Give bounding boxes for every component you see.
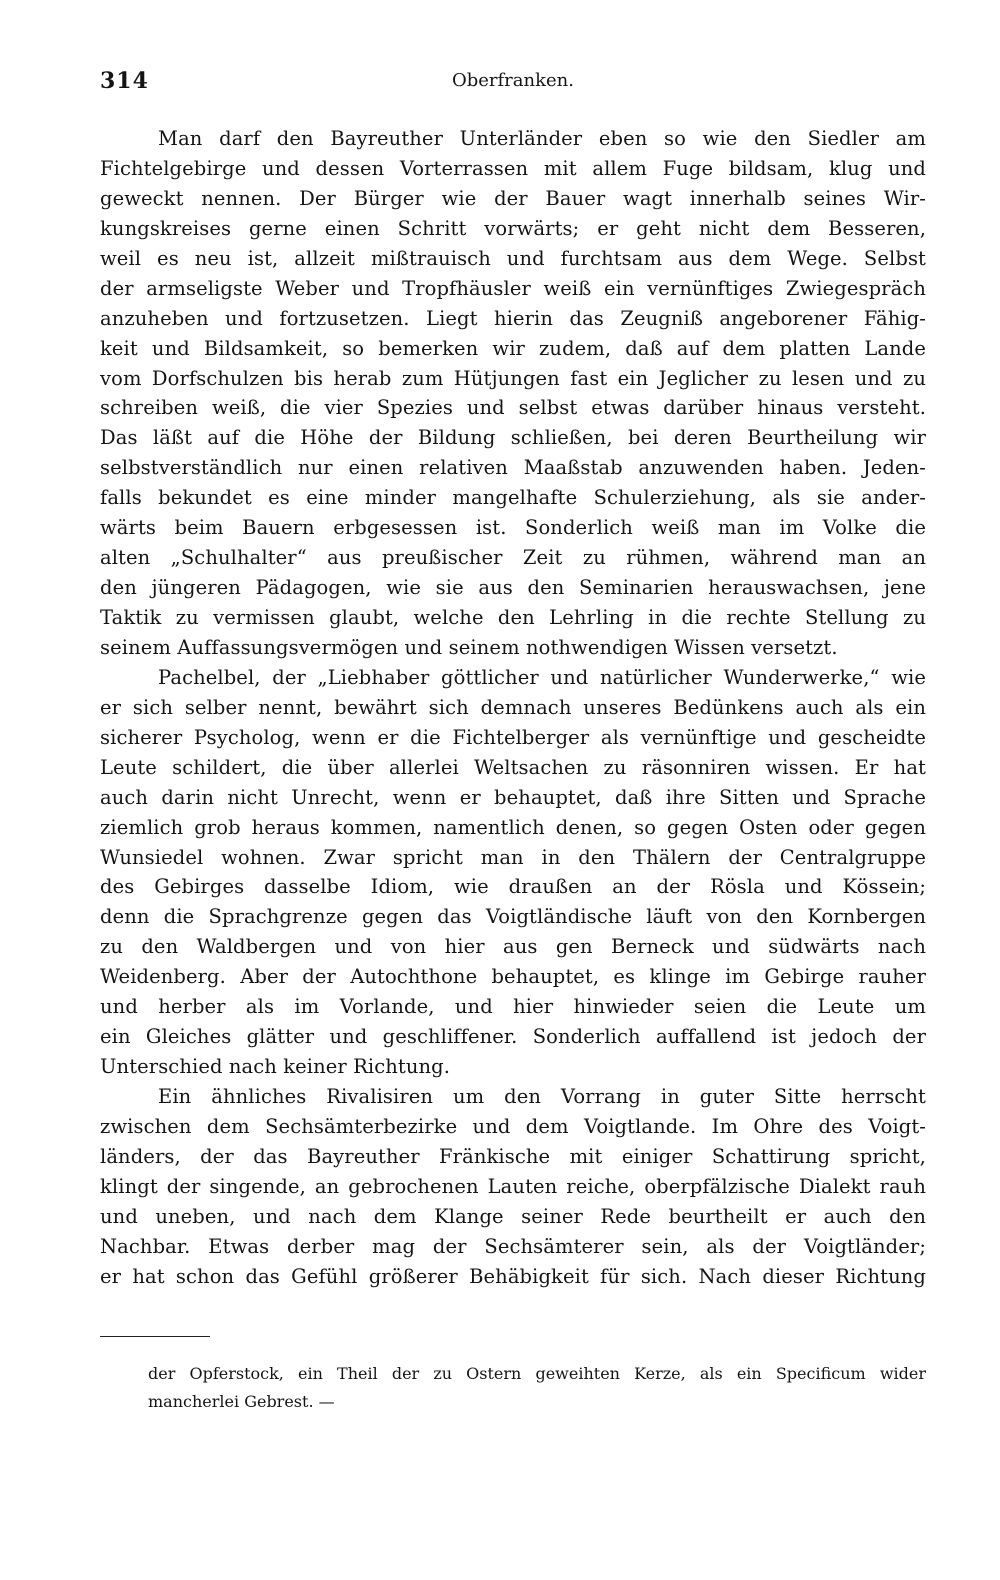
text-line: den jüngeren Pädagogen, wie sie aus den Seminarien herauswachsen, jene	[100, 576, 926, 600]
text-line: Taktik zu vermissen glaubt, welche den Lehrling in die rechte Stellung zu	[100, 606, 926, 629]
text-line: ziemlich grob heraus kommen, namentlich denen, so gegen Osten oder gegen	[100, 815, 926, 839]
text-line: Wunsiedel wohnen. Zwar spricht man in den Thälern der Centralgruppe	[100, 845, 926, 869]
footnote-line: der Opferstock, ein Theil der zu Ostern geweihten Kerze, als ein Specificum wider	[148, 1364, 926, 1383]
text-line: klingt der singende, an gebrochenen Lauten reiche, oberpfälzische Dialekt rauh	[100, 1174, 926, 1198]
body-text	[100, 124, 926, 1292]
text-line: er hat schon das Gefühl größerer Behäbigkeit für sich. Nach dieser Richtung	[100, 1264, 926, 1288]
text-line: keit und Bildsamkeit, so bemerken wir zudem, daß auf dem platten Lande	[100, 336, 926, 360]
text-line: und herber als im Vorlande, und hier hinwieder seien die Leute um	[100, 995, 926, 1019]
text-line: zu den Waldbergen und von hier aus gen Berneck und südwärts nach	[100, 935, 926, 959]
text-line: weil es neu ist, allzeit mißtrauisch und furchtsam aus dem Wege. Selbst	[100, 246, 926, 270]
text-line: sicherer Psycholog, wenn er die Fichtelberger als vernünftige und gescheidte	[100, 725, 926, 749]
text-line: geweckt nennen. Der Bürger wie der Bauer wagt innerhalb seines Wir-	[100, 186, 926, 210]
page-number: 314	[100, 68, 149, 94]
text-line: zwischen dem Sechsämterbezirke und dem Voigtlande. Im Ohre des Voigt-	[100, 1114, 926, 1138]
text-line: Unterschied nach keiner Richtung.	[100, 1055, 451, 1079]
text-line: selbstverständlich nur einen relativen Maaßstab anzuwenden haben. Jeden-	[100, 456, 926, 480]
text-line: und uneben, und nach dem Klange seiner Rede beurtheilt er auch den	[100, 1204, 926, 1228]
text-line: des Gebirges dasselbe Idiom, wie draußen an der Rösla und Kössein;	[100, 875, 926, 899]
footnote	[148, 1360, 926, 1416]
text-line: Pachelbel, der „Liebhaber göttlicher und natürlicher Wunderwerke,“ wie	[158, 665, 926, 689]
running-title: Oberfranken.	[451, 70, 574, 91]
text-line: Fichtelgebirge und dessen Vorterrassen mit allem Fuge bildsam, klug und	[100, 156, 926, 180]
running-head	[100, 68, 926, 104]
text-line: falls bekundet es eine minder mangelhafte Schulerziehung, als sie ander-	[100, 486, 926, 510]
text-line: auch darin nicht Unrecht, wenn er behauptet, daß ihre Sitten und Sprache	[100, 785, 926, 809]
text-line: Leute schildert, die über allerlei Weltsachen zu räsonniren wissen. Er hat	[100, 755, 926, 779]
text-line: kungskreises gerne einen Schritt vorwärts; er geht nicht dem Besseren,	[100, 216, 926, 240]
text-line: alten „Schulhalter“ aus preußischer Zeit zu rühmen, während man an	[100, 546, 926, 570]
text-line: vom Dorfschulzen bis herab zum Hütjungen fast ein Jeglicher zu lesen und zu	[100, 366, 926, 390]
text-line: wärts beim Bauern erbgesessen ist. Sonderlich weiß man im Volke die	[100, 516, 926, 540]
text-line: Man darf den Bayreuther Unterländer eben so wie den Siedler am	[158, 127, 926, 150]
text-line: Nachbar. Etwas derber mag der Sechsämterer sein, als der Voigtländer;	[100, 1234, 926, 1258]
text-line: anzuheben und fortzusetzen. Liegt hierin das Zeugniß angeborener Fähig-	[100, 306, 926, 330]
footnote-line: mancherlei Gebrest. —	[148, 1392, 335, 1411]
text-line: ein Gleiches glätter und geschliffener. Sonderlich auffallend ist jedoch der	[100, 1025, 926, 1049]
footnote-divider	[100, 1336, 210, 1337]
text-line: denn die Sprachgrenze gegen das Voigtländische läuft von den Kornbergen	[100, 905, 926, 929]
text-line: der armseligste Weber und Tropfhäusler weiß ein vernünftiges Zwiegespräch	[100, 276, 926, 300]
text-line: schreiben weiß, die vier Spezies und selbst etwas darüber hinaus versteht.	[100, 396, 926, 420]
text-line: er sich selber nennt, bewährt sich demnach unseres Bedünkens auch als ein	[100, 695, 926, 719]
text-line: Weidenberg. Aber der Autochthone behauptet, es klinge im Gebirge rauher	[100, 965, 926, 989]
text-line: länders, der das Bayreuther Fränkische mit einiger Schattirung spricht,	[100, 1144, 926, 1168]
text-line: Das läßt auf die Höhe der Bildung schließen, bei deren Beurtheilung wir	[100, 426, 926, 450]
text-line: Ein ähnliches Rivalisiren um den Vorrang in guter Sitte herrscht	[158, 1085, 926, 1108]
text-line: seinem Auffassungsvermögen und seinem nothwendigen Wissen versetzt.	[100, 635, 838, 659]
